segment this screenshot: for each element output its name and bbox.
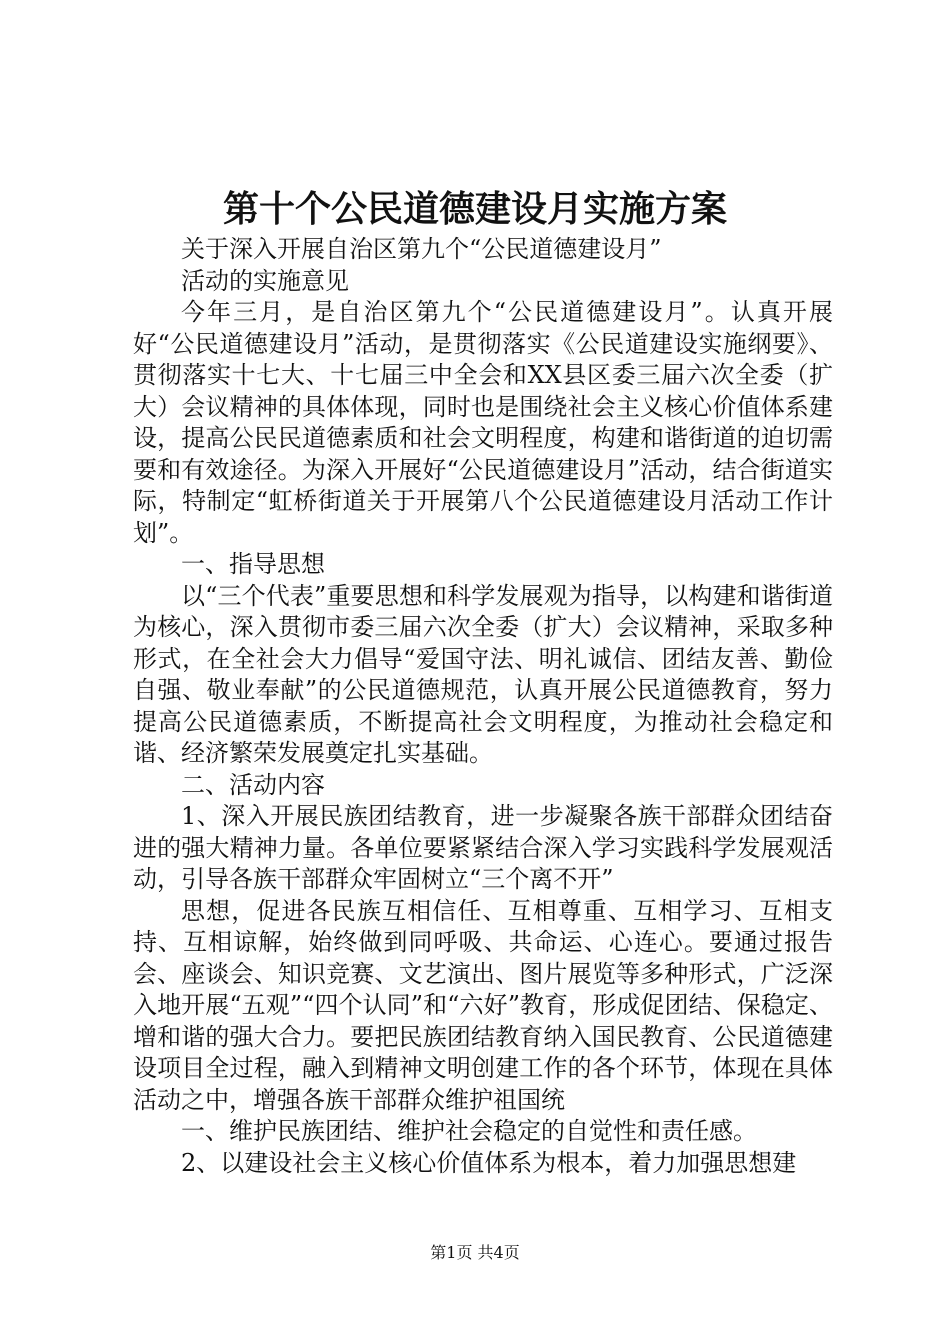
paragraph-heading-line-1: 关于深入开展自治区第九个“公民道德建设月” [181,235,662,263]
document-body [133,234,833,1179]
section-heading-guiding-thought: 一、指导思想 [181,550,325,578]
paragraph-guiding-thought: 以“三个代表”重要思想和科学发展观为指导，以构建和谐街道为核心，深入贯彻市委三届六次全委（扩大）会议精神，采取多种形式，在全社会大力倡导“爱国守法、明礼诚信、团结友善、勤俭自强、敬业奉献”的公民道德规范，认真开展公民道德教育，努力提高公民道德素质，不断提高社会文明程度，为推动社会稳定和谐、经济繁荣发展奠定扎实基础。 [133,581,833,767]
paragraph-heading-line-2: 活动的实施意见 [181,266,349,295]
paragraph-item-1-end: 一、维护民族团结、维护社会稳定的自觉性和责任感。 [181,1117,757,1145]
paragraph-item-1-continued: 思想，促进各民族互相信任、互相尊重、互相学习、互相支持、互相谅解，始终做到同呼吸、共命运、心连心。要通过报告会、座谈会、知识竞赛、文艺演出、图片展览等多种形式，广泛深入地开展“五观”“四个认同”和“六好”教育，形成促团结、保稳定、增和谐的强大合力。要把民族团结教育纳入国民教育、公民道德建设项目全过程，融入到精神文明创建工作的各个环节，体现在具体活动之中，增强各族干部群众维护祖国统 [133,896,833,1114]
paragraph-intro: 今年三月，是自治区第九个“公民道德建设月”。认真开展好“公民道德建设月”活动，是贯彻落实《公民道建设实施纲要》、贯彻落实十七大、十七届三中全会和XX县区委三届六次全委（扩大）会议精神的具体体现，同时也是围绕社会主义核心价值体系建设，提高公民民道德素质和社会文明程度，构建和谐街道的迫切需要和有效途径。为深入开展好“公民道德建设月”活动，结合街道实际，特制定“虹桥街道关于开展第八个公民道德建设月活动工作计划”。 [133,298,833,547]
section-heading-activity-content: 二、活动内容 [181,770,325,799]
page-number-footer: 第1页 共4页 [430,1243,520,1262]
paragraph-item-2: 2、以建设社会主义核心价值体系为根本，着力加强思想建 [181,1148,797,1177]
document-title: 第十个公民道德建设月实施方案 [222,188,727,230]
paragraph-item-1: 1、深入开展民族团结教育，进一步凝聚各族干部群众团结奋进的强大精神力量。各单位要紧紧结合深入学习实践科学发展观活动，引导各族干部群众牢固树立“三个离不开” [133,802,833,893]
